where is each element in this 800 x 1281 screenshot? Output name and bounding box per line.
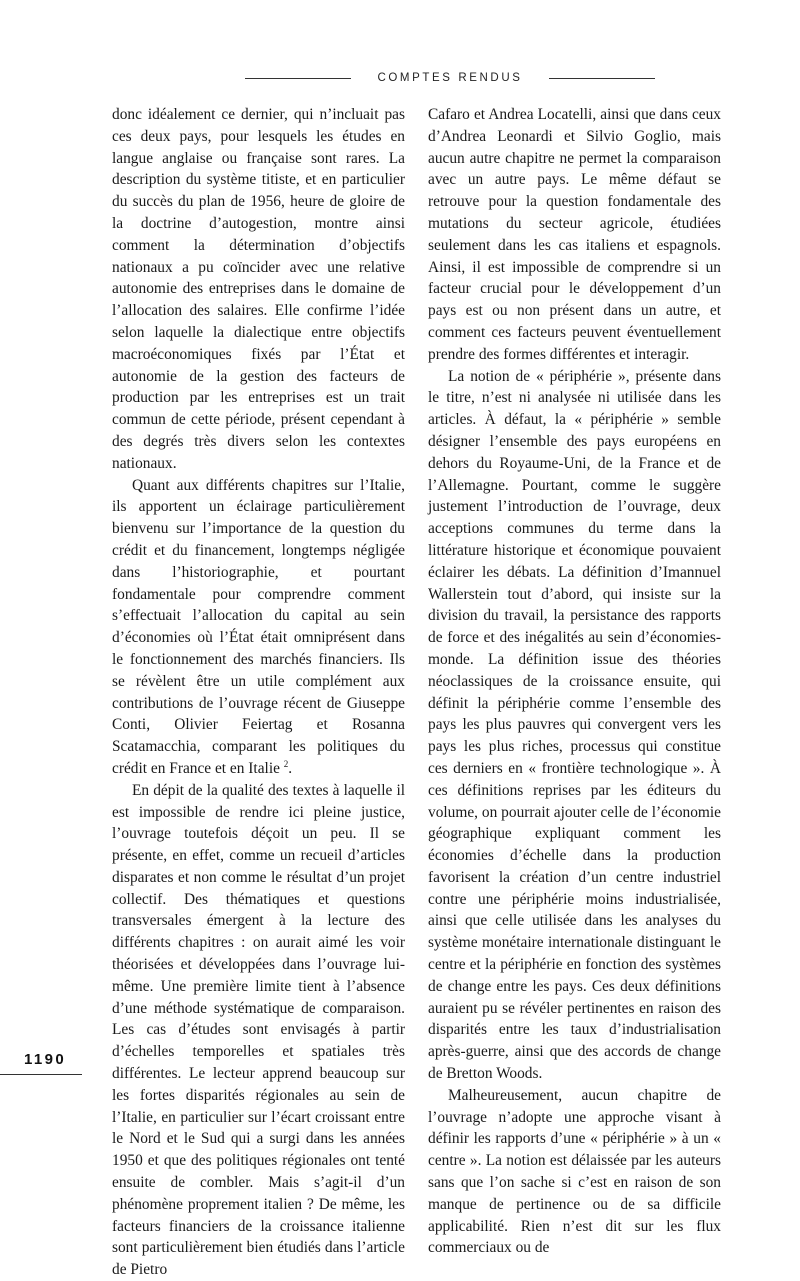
right-paragraph-2: La notion de « périphérie », présente dans le titre, n’est ni analysée ni utilisée dans les articles. À défaut, la « périphérie » semble désigner l’ensemble des pays européens en dehors du Royaume-Uni, de la France et de l’Allemagne. Pourtant, comme le suggère justement l’introduction de l’ouvrage, deux acceptions communes du terme dans la littérature historique et économique pouvaient éclairer les débats. La définition d’Imannuel Wallerstein tout d’abord, qui insiste sur la division du travail, la persistance des rapports de force et des inégalités au sein d’économies-monde. La définition issue des théories néoclassiques de la croissance ensuite, qui définit la périphérie comme l’ensemble des pays les plus pauvres qui convergent vers les pays les plus riches, processus qui constitue ces derniers en « frontière technologique ». À ces définitions reprises par les éditeurs du volume, on pourrait ajouter celle de l’économie géographique expliquant comment les économies d’échelle dans la production favorisent la création d’un centre industriel contre une périphérie moins industrialisée, ainsi que celle utilisée dans les analyses du système monétaire internationale distinguant le centre et la périphérie en fonction des systèmes de change entre les pays. Ces deux définitions auraient pu se révéler pertinentes en raison des disparités entre les taux d’industrialisation après-guerre, ainsi que des accords de change de Bretton Woods. xyxy=(428,367,721,1083)
header-rule-left xyxy=(245,78,351,79)
left-paragraph-2-end: . xyxy=(288,759,293,777)
footnote-marker: 2 xyxy=(283,758,289,769)
header-rule-right xyxy=(549,78,655,79)
left-paragraph-2 xyxy=(112,475,405,780)
page-number-rule xyxy=(0,1074,82,1075)
right-paragraph-1: Cafaro et Andrea Locatelli, ainsi que dans ceux d’Andrea Leonardi et Silvio Goglio, mais aucun autre chapitre ne permet la comparaison avec un autre pays. Le même défaut se retrouve pour la question fondamentale des mutations du secteur agricole, étudiées seulement dans les cas italiens et espagnols. Ainsi, il est impossible de comprendre si un facteur crucial pour le développement d’un pays est ou non présent dans un autre, et comment ces facteurs peuvent éventuellement prendre des formes différentes et interagir. xyxy=(428,106,721,363)
page-number: 1190 xyxy=(24,1051,67,1068)
running-header xyxy=(245,68,655,88)
left-paragraph-2-text: Quant aux différents chapitres sur l’Italie, ils apportent un éclairage particulièrement bienvenu sur l’importance de la question du crédit et du financement, longtemps négligée dans l’historiographie, et pourtant fondamentale pour comprendre comment s’effectuait l’allocation du capital au sein d’économies où l’État était omniprésent dans le fonctionnement des marchés financiers. Ils se révèlent être un utile complément aux contributions de l’ouvrage récent de Giuseppe Conti, Olivier Feiertag et Rosanna Scatamacchia, comparant les politiques du crédit en France et en Italie xyxy=(112,476,405,777)
right-column xyxy=(428,104,721,1259)
left-paragraph-3: En dépit de la qualité des textes à laquelle il est impossible de rendre ici pleine justice, l’ouvrage toutefois déçoit un peu. Il se présente, en effet, comme un recueil d’articles disparates et non comme le résultat d’un projet collectif. Des thématiques et questions transversales émergent à la lecture des différents chapitres : on aurait aimé les voir théorisées et développées dans l’ouvrage lui-même. Une première limite tient à l’absence d’une méthode systématique de comparaison. Les cas d’études sont envisagés à partir d’échelles temporelles et spatiales très différentes. Le lecteur apprend beaucoup sur les fortes disparités régionales au sein de l’Italie, en particulier sur l’écart croissant entre le Nord et le Sud qui a surgi dans les années 1950 et que des politiques régionales ont tenté ensuite de combler. Mais s’agit-il d’un phénomène proprement italien ? De même, les facteurs financiers de la croissance italienne sont particulièrement bien étudiés dans l’article de Pietro xyxy=(112,781,405,1279)
left-column xyxy=(112,104,405,1281)
running-header-title: COMPTES RENDUS xyxy=(377,72,523,84)
left-paragraph-1: donc idéalement ce dernier, qui n’incluait pas ces deux pays, pour lesquels les études en langue anglaise ou française sont rares. La description du système titiste, et en particulier du succès du plan de 1956, heure de gloire de la doctrine d’autogestion, montre ainsi comment la détermination d’objectifs nationaux a pu coïncider avec une relative autonomie des entreprises dans le domaine de l’allocation des salaires. Elle confirme l’idée selon laquelle la dialectique entre objectifs macroéconomiques fixés par l’État et autonomie de la gestion des facteurs de production par les entreprises est un trait commun de cette période, présent cependant à des degrés très divers selon les contextes nationaux. xyxy=(112,106,405,472)
right-paragraph-3: Malheureusement, aucun chapitre de l’ouvrage n’adopte une approche visant à définir les rapports d’une « périphérie » à un « centre ». La notion est délaissée par les auteurs sans que l’on sache si c’est en raison de son manque de pertinence ou de sa difficile applicabilité. Rien n’est dit sur les flux commerciaux ou de xyxy=(428,1086,721,1257)
